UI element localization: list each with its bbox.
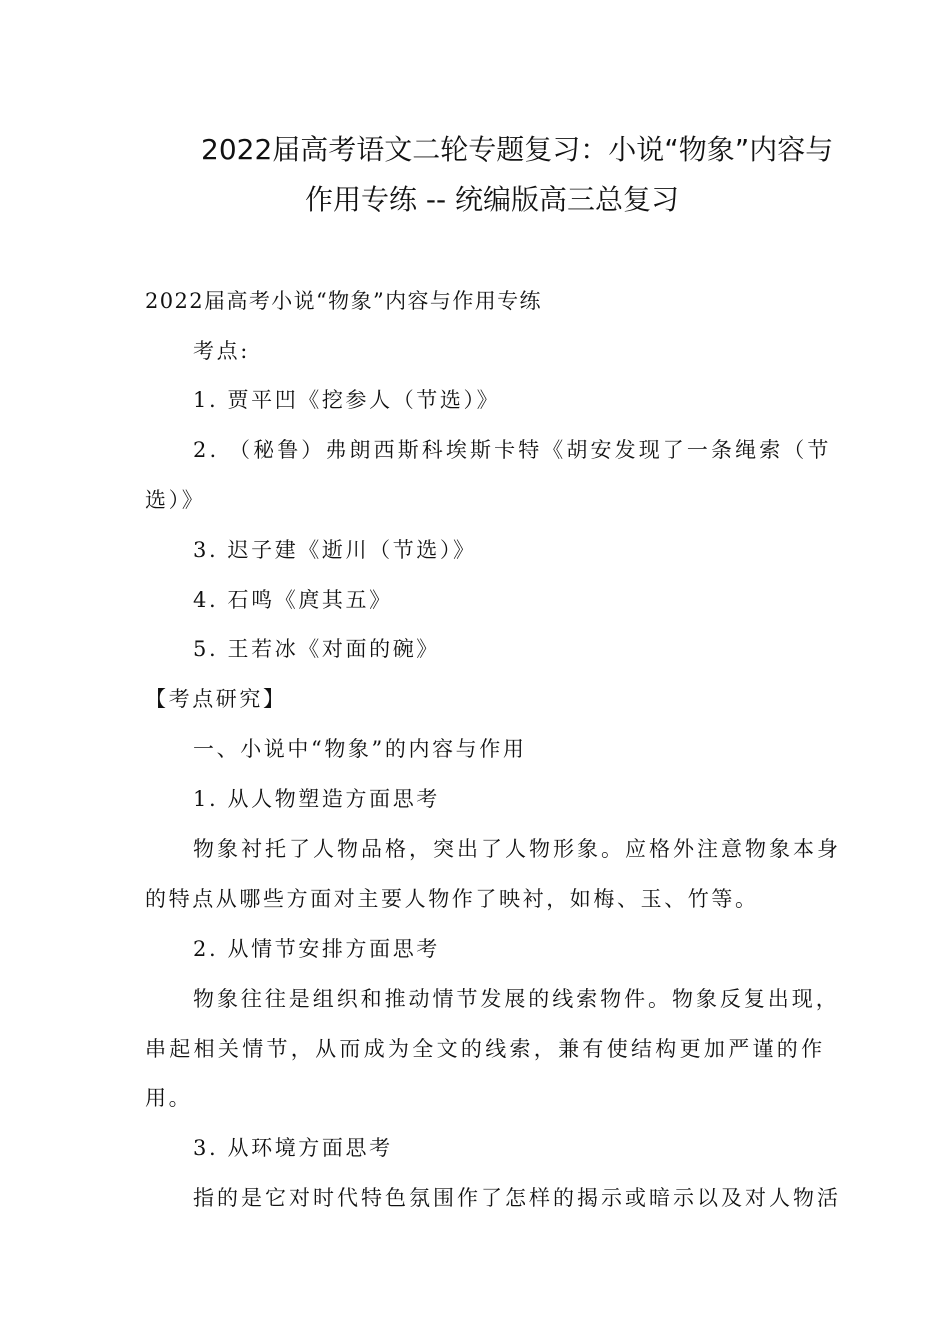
kaodian-label: 考点: xyxy=(193,339,250,363)
section-heading: 一、小说中“物象”的内容与作用 xyxy=(193,737,527,761)
list-item: 2. （秘鲁）弗朗西斯科埃斯卡特《胡安发现了一条绳索（节 xyxy=(193,438,832,462)
paragraph-line: 物象往往是组织和推动情节发展的线索物件。物象反复出现， xyxy=(193,987,840,1011)
list-item-continuation: 选）》 xyxy=(145,488,206,512)
list-item: 4. 石鸣《庹其五》 xyxy=(193,588,393,612)
paragraph-line: 的特点从哪些方面对主要人物作了映衬，如梅、玉、竹等。 xyxy=(145,887,759,911)
research-heading: 【考点研究】 xyxy=(145,687,287,711)
point-heading: 1. 从人物塑造方面思考 xyxy=(193,787,440,811)
document-title-line1: 2022届高考语文二轮专题复习：小说“物象”内容与 xyxy=(201,133,834,166)
point-heading: 2. 从情节安排方面思考 xyxy=(193,937,440,961)
list-item: 3. 迟子建《逝川（节选）》 xyxy=(193,538,477,562)
list-item: 1. 贾平凹《挖参人（节选）》 xyxy=(193,388,501,412)
document-subtitle: 2022届高考小说“物象”内容与作用专练 xyxy=(145,289,542,313)
paragraph-line: 指的是它对时代特色氛围作了怎样的揭示或暗示以及对人物活 xyxy=(193,1186,841,1210)
paragraph-line: 串起相关情节，从而成为全文的线索，兼有使结构更加严谨的作 xyxy=(145,1037,826,1061)
paragraph-line: 物象衬托了人物品格，突出了人物形象。应格外注意物象本身 xyxy=(193,837,841,861)
point-heading: 3. 从环境方面思考 xyxy=(193,1136,393,1160)
document-title-line2: 作用专练 -- 统编版高三总复习 xyxy=(305,183,680,216)
paragraph-line: 用。 xyxy=(145,1086,193,1110)
list-item: 5. 王若冰《对面的碗》 xyxy=(193,637,440,661)
